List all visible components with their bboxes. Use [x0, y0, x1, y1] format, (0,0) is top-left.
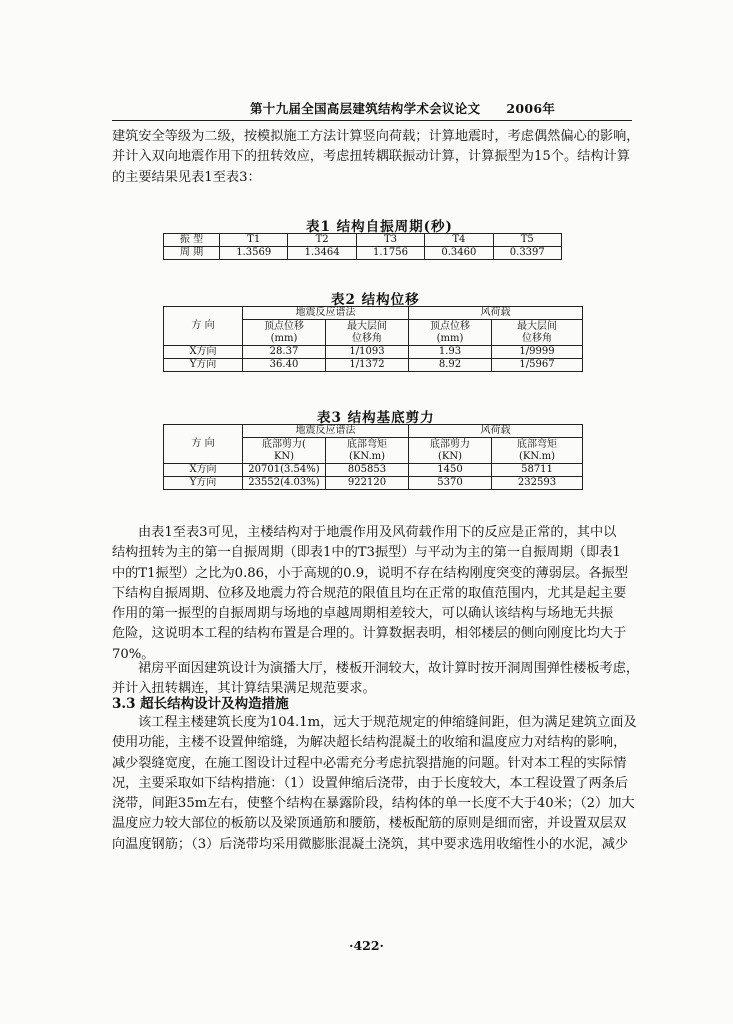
- table1-period: 0.3460: [425, 247, 493, 260]
- table-row: [164, 464, 583, 477]
- table2-caption: 表2 结构位移: [331, 292, 420, 308]
- analysis-line: 70%。: [112, 646, 155, 662]
- table3-col-header: 底部剪力( KN): [243, 438, 326, 464]
- table1-period: 1.3464: [288, 247, 356, 260]
- intro-paragraph: [112, 127, 640, 188]
- table3-group-wind: 风荷载: [409, 425, 583, 438]
- table2-col-header: 顶点位移 (mm): [243, 320, 326, 346]
- analysis-line: 中的T1振型）之比为0.86，小于高规的0.9，说明不存在结构刚度突变的薄弱层。各振型: [112, 565, 628, 581]
- final-line: 温度应力较大部位的板筋以及梁顶通筋和腰筋，楼板配筋的原则是细而密，并设置双层双: [112, 816, 627, 832]
- table1-mode: T2: [288, 234, 356, 247]
- table2-cell: X方向: [164, 346, 243, 359]
- table1-period: 1.3569: [220, 247, 288, 260]
- table3-col-header: 底部剪力 (KN): [409, 438, 492, 464]
- final-line: 该工程主楼建筑长度为104.1m，远大于规范规定的伸缩缝间距，但为满足建筑立面及: [138, 715, 637, 730]
- table2-col-header: 最大层间 位移角: [326, 320, 409, 346]
- table2-group-wind: 风荷载: [409, 307, 583, 320]
- page-number: ·422·: [349, 938, 384, 953]
- table2-cell: 28.37: [243, 346, 326, 359]
- table1-mode: T1: [220, 234, 288, 247]
- table1-mode: T3: [356, 234, 424, 247]
- analysis-paragraph: [112, 523, 632, 665]
- intro-line: 建筑安全等级为二级，按模拟施工方法计算竖向荷载；计算地震时，考虑偶然偏心的影响，: [112, 129, 640, 144]
- table1-period: 1.1756: [356, 247, 424, 260]
- analysis-line: 下结构自振周期、位移及地震力符合规范的限值且均在正常的取值范围内，尤其是起主要: [112, 585, 627, 601]
- table3-group-seismic: 地震反应谱法: [243, 425, 409, 438]
- table2-direction-header: 方 向: [164, 307, 243, 346]
- table3-cell: 23552(4.03%): [243, 477, 326, 490]
- table3-cell: 58711: [492, 464, 583, 477]
- table3-cell: 922120: [326, 477, 409, 490]
- analysis-line: 结构扭转为主的第一自振周期（即表1中的T3振型）与平动为主的第一自振周期（即表1: [112, 545, 621, 561]
- section-heading: 3.3 超长结构设计及构造措施: [112, 696, 289, 712]
- table1: [163, 233, 562, 260]
- table3-cell: 232593: [492, 477, 583, 490]
- table2-group-seismic: 地震反应谱法: [243, 307, 409, 320]
- table2-cell: 8.92: [409, 359, 492, 372]
- running-header: [250, 99, 555, 117]
- table2-cell: Y方向: [164, 359, 243, 372]
- table1-period: 0.3397: [493, 247, 561, 260]
- table2-cell: 1.93: [409, 346, 492, 359]
- table3-direction-header: 方 向: [164, 425, 243, 464]
- final-line: 浇带，间距35m左右，使整个结构在暴露阶段，结构体的单一长度不大于40米；（2）加大: [112, 796, 635, 812]
- table3-cell: 20701(3.54%): [243, 464, 326, 477]
- table2: [163, 306, 583, 372]
- table2-cell: 1/9999: [492, 346, 583, 359]
- table3-cell: 805853: [326, 464, 409, 477]
- table2-cell: 36.40: [243, 359, 326, 372]
- table2-col-header: 最大层间 位移角: [492, 320, 583, 346]
- podium-line: 并计入扭转耦连，其计算结果满足规范要求。: [112, 681, 376, 697]
- analysis-line: 由表1至表3可见，主楼结构对于地震作用及风荷载作用下的反应是正常的，其中以: [138, 525, 617, 540]
- final-line: 减少裂缝宽度，在施工图设计过程中必需充分考虑抗裂措施的问题。针对本工程的实际情: [112, 755, 627, 771]
- conference-year: 2006年: [506, 101, 556, 116]
- table-row: [164, 346, 583, 359]
- conference-title: 第十九届全国高层建筑结构学术会议论文: [250, 101, 481, 116]
- table-row: [164, 359, 583, 372]
- table3-cell: 1450: [409, 464, 492, 477]
- final-line: 况，主要采取如下结构措施：（1）设置伸缩后浇带，由于长度较大，本工程设置了两条后: [112, 775, 629, 791]
- header-rule: [112, 120, 632, 121]
- analysis-line: 作用的第一振型的自振周期与场地的卓越周期相差较大，可以确认该结构与场地无共振: [112, 606, 614, 622]
- table3-cell: X方向: [164, 464, 243, 477]
- table3-cell: Y方向: [164, 477, 243, 490]
- table3-col-header: 底部弯矩 (KN.m): [326, 438, 409, 464]
- intro-line: 的主要结果见表1至表3：: [112, 169, 261, 185]
- intro-line: 并计入双向地震作用下的扭转效应，考虑扭转耦联振动计算，计算振型为15个。结构计算: [112, 149, 630, 165]
- podium-line: 裙房平面因建筑设计为演播大厅，楼板开洞较大，故计算时按开洞周围弹性楼板考虑，: [138, 661, 640, 676]
- table1-row-label: 周 期: [164, 247, 220, 260]
- table2-cell: 1/1372: [326, 359, 409, 372]
- final-line: 使用功能，主楼不设置伸缩缝，为解决超长结构混凝土的收缩和温度应力对结构的影响，: [112, 735, 627, 751]
- table1-mode: T4: [425, 234, 493, 247]
- final-paragraph: [112, 713, 637, 855]
- table2-cell: 1/1093: [326, 346, 409, 359]
- table1-mode: T5: [493, 234, 561, 247]
- table-row: [164, 477, 583, 490]
- table1-caption: 表1 结构自振周期(秒): [306, 219, 453, 235]
- table3-caption: 表3 结构基底剪力: [317, 410, 435, 426]
- table1-row-label: 振 型: [164, 234, 220, 247]
- table3-col-header: 底部弯矩 (KN.m): [492, 438, 583, 464]
- table2-cell: 1/5967: [492, 359, 583, 372]
- analysis-line: 危险，这说明本工程的结构布置是合理的。计算数据表明，相邻楼层的侧向刚度比均大于: [112, 626, 627, 642]
- table3: [163, 424, 583, 490]
- final-line: 向温度钢筋；（3）后浇带均采用微膨胀混凝土浇筑，其中要求选用收缩性小的水泥，减少: [112, 836, 629, 852]
- table3-cell: 5370: [409, 477, 492, 490]
- table2-col-header: 顶点位移 (mm): [409, 320, 492, 346]
